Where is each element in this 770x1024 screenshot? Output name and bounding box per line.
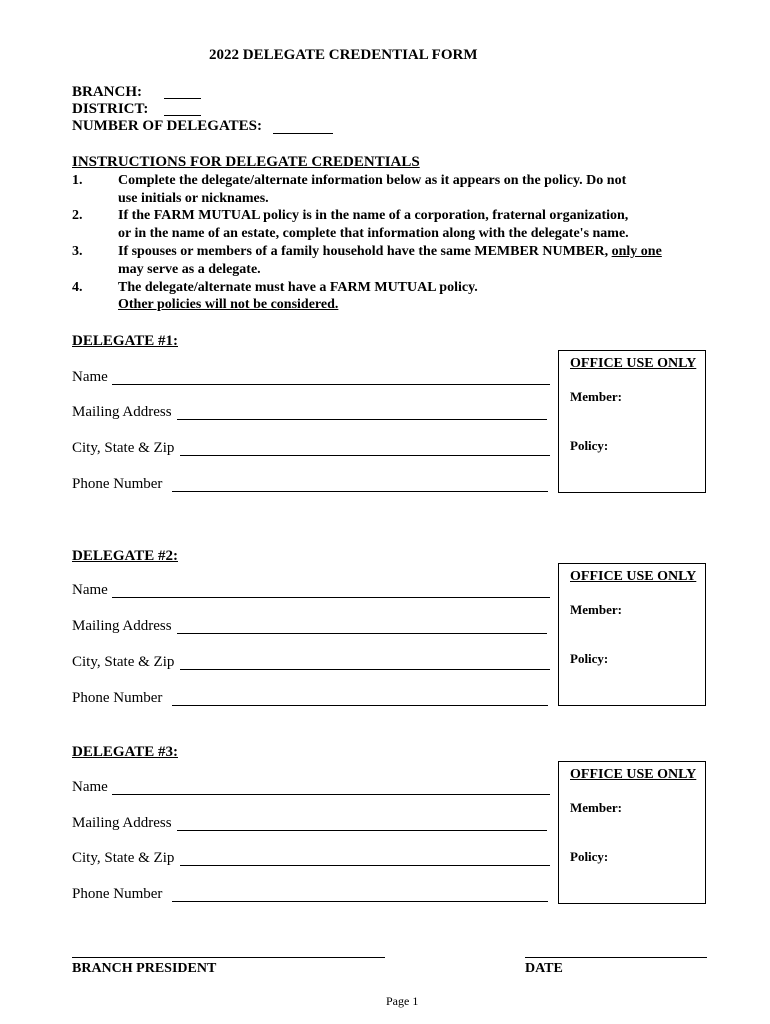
delegate-1-office-box: [558, 350, 706, 493]
city-label: City, State & Zip: [72, 440, 175, 456]
name-label: Name: [72, 582, 108, 598]
branch-label: BRANCH:: [72, 84, 142, 100]
name-label: Name: [72, 779, 108, 795]
date-field[interactable]: [525, 957, 707, 958]
office-policy-label: Policy:: [570, 438, 609, 453]
instruction-text: use initials or nicknames.: [118, 191, 269, 206]
delegate-2-city-field[interactable]: [180, 669, 550, 670]
delegate-3-phone-field[interactable]: [172, 901, 548, 902]
instruction-number: 2.: [72, 208, 83, 223]
name-label: Name: [72, 369, 108, 385]
office-use-heading: OFFICE USE ONLY: [570, 356, 697, 371]
delegate-3-heading: DELEGATE #3:: [72, 744, 178, 760]
delegate-3-city-field[interactable]: [180, 865, 550, 866]
instruction-text: or in the name of an estate, complete that information along with the delegate's name.: [118, 226, 629, 241]
instruction-text: If the FARM MUTUAL policy is in the name of a corporation, fraternal organization,: [118, 208, 629, 223]
district-row: [72, 101, 148, 118]
delegate-1-heading: DELEGATE #1:: [72, 333, 178, 349]
delegate-2-office-box: [558, 563, 706, 706]
branch-field[interactable]: [164, 84, 201, 99]
office-use-heading: OFFICE USE ONLY: [570, 767, 697, 782]
delegates-count-label: NUMBER OF DELEGATES:: [72, 118, 263, 134]
delegate-2-heading: DELEGATE #2:: [72, 548, 178, 564]
phone-label: Phone Number: [72, 690, 163, 706]
mailing-label: Mailing Address: [72, 404, 172, 420]
instruction-text: may serve as a delegate.: [118, 262, 261, 277]
instruction-text-part: If spouses or members of a family household have the same MEMBER NUMBER,: [118, 244, 609, 259]
city-label: City, State & Zip: [72, 850, 175, 866]
office-use-heading: OFFICE USE ONLY: [570, 569, 697, 584]
instructions-list: [0, 173, 770, 313]
delegate-3-office-box: [558, 761, 706, 904]
instruction-text: [118, 244, 662, 260]
delegate-1-mailing-field[interactable]: [177, 419, 547, 420]
delegate-2-name-field[interactable]: [112, 597, 550, 598]
instructions-heading: INSTRUCTIONS FOR DELEGATE CREDENTIALS: [72, 154, 420, 170]
delegate-3-mailing-field[interactable]: [177, 830, 547, 831]
mailing-label: Mailing Address: [72, 618, 172, 634]
district-field[interactable]: [164, 101, 201, 116]
phone-label: Phone Number: [72, 476, 163, 492]
city-label: City, State & Zip: [72, 654, 175, 670]
instruction-text: Complete the delegate/alternate information below as it appears on the policy. Do not: [118, 173, 627, 188]
form-title: 2022 DELEGATE CREDENTIAL FORM: [209, 47, 478, 63]
delegate-3-name-field[interactable]: [112, 794, 550, 795]
instruction-text: Other policies will not be considered.: [118, 297, 339, 312]
instruction-number: 1.: [72, 173, 83, 188]
office-member-label: Member:: [570, 800, 622, 815]
branch-row: [72, 84, 142, 101]
district-label: DISTRICT:: [72, 101, 149, 117]
branch-president-label: BRANCH PRESIDENT: [72, 961, 217, 976]
instruction-number: 3.: [72, 244, 83, 259]
delegate-1-city-field[interactable]: [180, 455, 550, 456]
delegates-count-row: [72, 118, 262, 135]
delegates-count-field[interactable]: [273, 118, 333, 134]
mailing-label: Mailing Address: [72, 815, 172, 831]
instruction-text: The delegate/alternate must have a FARM MUTUAL policy.: [118, 280, 478, 295]
office-policy-label: Policy:: [570, 849, 609, 864]
date-label: DATE: [525, 961, 563, 976]
phone-label: Phone Number: [72, 886, 163, 902]
instruction-number: 4.: [72, 280, 83, 295]
instruction-emphasis: only one: [611, 244, 662, 259]
office-member-label: Member:: [570, 602, 622, 617]
delegate-2-phone-field[interactable]: [172, 705, 548, 706]
office-policy-label: Policy:: [570, 651, 609, 666]
page-number: Page 1: [386, 994, 419, 1008]
office-member-label: Member:: [570, 389, 622, 404]
delegate-1-phone-field[interactable]: [172, 491, 548, 492]
branch-president-signature-field[interactable]: [72, 957, 385, 958]
delegate-1-name-field[interactable]: [112, 384, 550, 385]
delegate-2-mailing-field[interactable]: [177, 633, 547, 634]
